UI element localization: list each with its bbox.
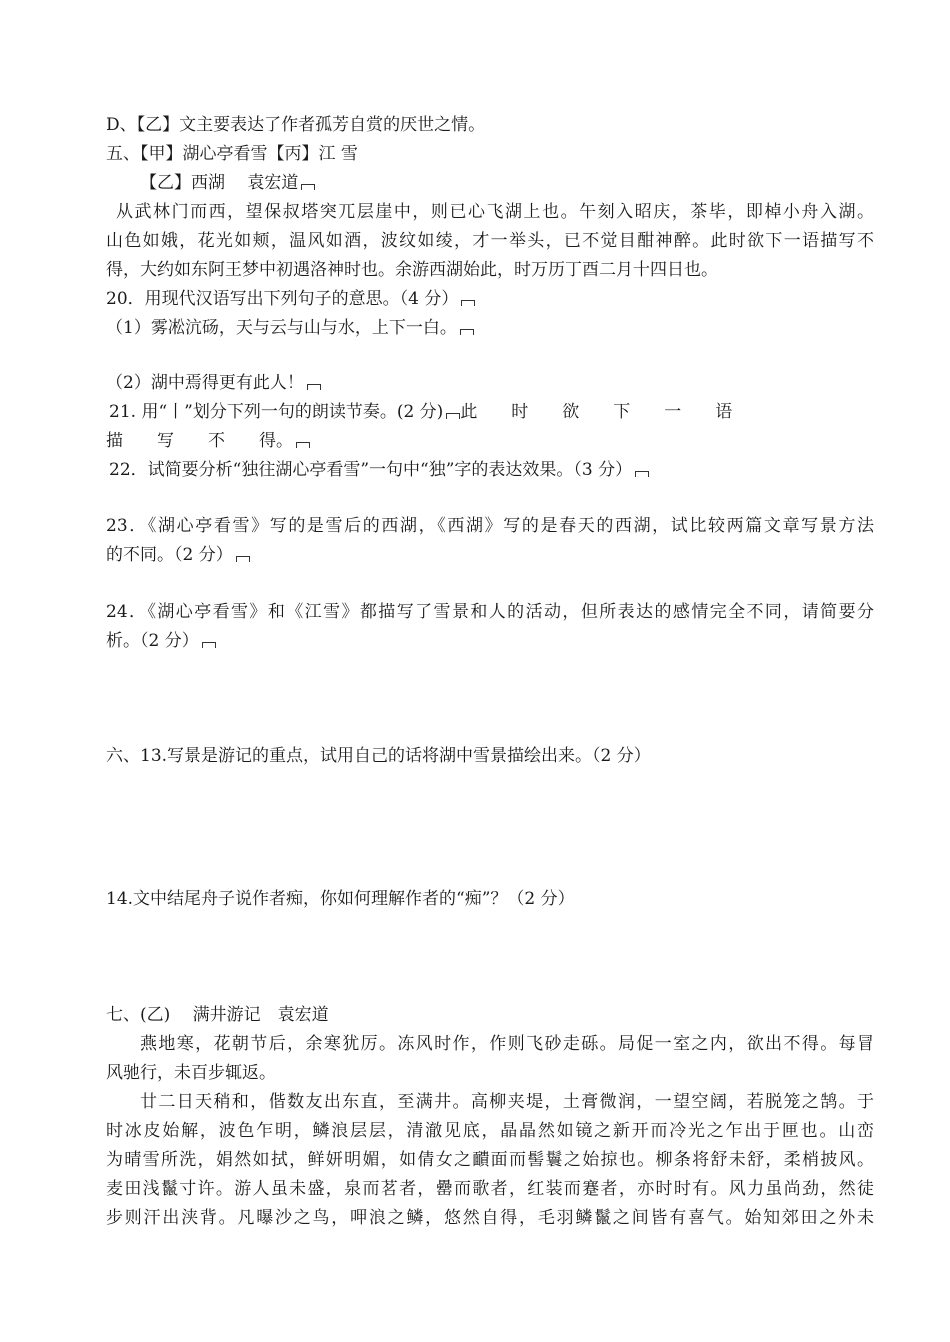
section-5-title-text: 五、【甲】湖心亭看雪【丙】江 雪 xyxy=(106,144,358,164)
section-5-title xyxy=(106,143,874,165)
passage-3-line-5: 步则汗出浃背。凡曝沙之鸟，呷浪之鳞，悠然自得，毛羽鳞鬣之间皆有喜气。始知郊田之外未 xyxy=(106,1208,874,1228)
passage-2-line-2: 风驰行，未百步辄返。 xyxy=(106,1063,276,1083)
question-24-line-2 xyxy=(106,630,874,652)
question-20-text: 20．用现代汉语写出下列句子的意思。（4 分） xyxy=(106,289,459,309)
question-22 xyxy=(106,459,874,481)
question-24-line-1: 24．《湖心亭看雪》和《江雪》都描写了雪景和人的活动，但所表达的感情完全不同，请简要分 xyxy=(106,602,874,622)
text-b-title-text: 【乙】西湖 袁宏道 xyxy=(140,173,299,193)
question-23-line-2-text: 的不同。（2 分） xyxy=(106,545,233,565)
paragraph-mark-icon xyxy=(296,442,310,448)
passage-3-line-3: 为晴雪所洗，娟然如拭，鲜妍明媚，如倩女之靧面而髻鬟之始掠也。柳条将舒未舒，柔梢披风。 xyxy=(106,1150,874,1170)
text-b-title xyxy=(106,172,874,194)
paragraph-mark-icon xyxy=(236,556,250,562)
passage-1-line-1: 从武林门而西，望保叔塔突兀层崖中，则已心飞湖上也。午刻入昭庆，茶毕，即棹小舟入湖。 xyxy=(116,202,874,222)
section-6-question-13: 六、13.写景是游记的重点，试用自己的话将湖中雪景描绘出来。（2 分） xyxy=(106,746,651,766)
question-21-line-2 xyxy=(106,430,874,452)
question-21-sentence-part-2: 描 写 不 得。 xyxy=(106,431,293,451)
question-21-sentence-part-1: 此 时 欲 下 一 语 xyxy=(460,402,733,422)
section-7-title: 七、(乙) 满井游记 袁宏道 xyxy=(106,1005,329,1025)
paragraph-mark-icon xyxy=(461,300,475,306)
passage-2-line-1: 燕地寒，花朝节后，余寒犹厉。冻风时作，作则飞砂走砾。局促一室之内，欲出不得。每冒 xyxy=(140,1034,874,1054)
passage-1-line-3: 得，大约如东阿王梦中初遇洛神时也。余游西湖始此，时万历丁酉二月十四日也。 xyxy=(106,260,718,280)
paragraph-mark-icon xyxy=(446,413,460,419)
paragraph-mark-icon xyxy=(635,471,649,477)
paragraph-mark-icon xyxy=(460,329,474,335)
question-20-2 xyxy=(106,372,874,394)
question-20-2-text: （2）湖中焉得更有此人！ xyxy=(106,373,304,393)
option-d xyxy=(106,114,874,136)
question-23-line-2 xyxy=(106,544,874,566)
question-20-1-text: （1）雾凇沆砀，天与云与山与水，上下一白。 xyxy=(106,318,457,338)
question-23-line-1: 23．《湖心亭看雪》写的是雪后的西湖，《西湖》写的是春天的西湖，试比较两篇文章写景方法 xyxy=(106,516,874,536)
question-22-text: 22．试简要分析“独往湖心亭看雪”一句中“独”字的表达效果。（3 分） xyxy=(109,460,633,480)
question-21-line-1 xyxy=(106,401,874,423)
option-d-text: D、【乙】文主要表达了作者孤芳自赏的厌世之情。 xyxy=(106,115,486,135)
question-20-1 xyxy=(106,317,874,339)
question-20 xyxy=(106,288,874,310)
question-24-line-2-text: 析。（2 分） xyxy=(106,631,199,651)
paragraph-mark-icon xyxy=(202,642,216,648)
paragraph-mark-icon xyxy=(307,384,321,390)
passage-1-line-2: 山色如娥，花光如颊，温风如酒，波纹如绫，才一举头，已不觉目酣神醉。此时欲下一语描写不 xyxy=(106,231,874,251)
question-14: 14.文中结尾舟子说作者痴，你如何理解作者的“痴”？（2 分） xyxy=(106,889,575,909)
passage-3-line-2: 时冰皮始解，波色乍明，鳞浪层层，清澈见底，晶晶然如镜之新开而冷光之乍出于匣也。山峦 xyxy=(106,1121,874,1141)
paragraph-mark-icon xyxy=(301,184,315,190)
question-21-text: 21. 用“丨”划分下列一句的朗读节奏。(2 分) xyxy=(109,402,444,422)
passage-3-line-1: 廿二日天稍和，偕数友出东直，至满井。高柳夹堤，土膏微润，一望空阔，若脱笼之鹄。于 xyxy=(140,1092,874,1112)
passage-3-line-4: 麦田浅鬣寸许。游人虽未盛，泉而茗者，罍而歌者，红装而蹇者，亦时时有。风力虽尚劲，然徒 xyxy=(106,1179,874,1199)
